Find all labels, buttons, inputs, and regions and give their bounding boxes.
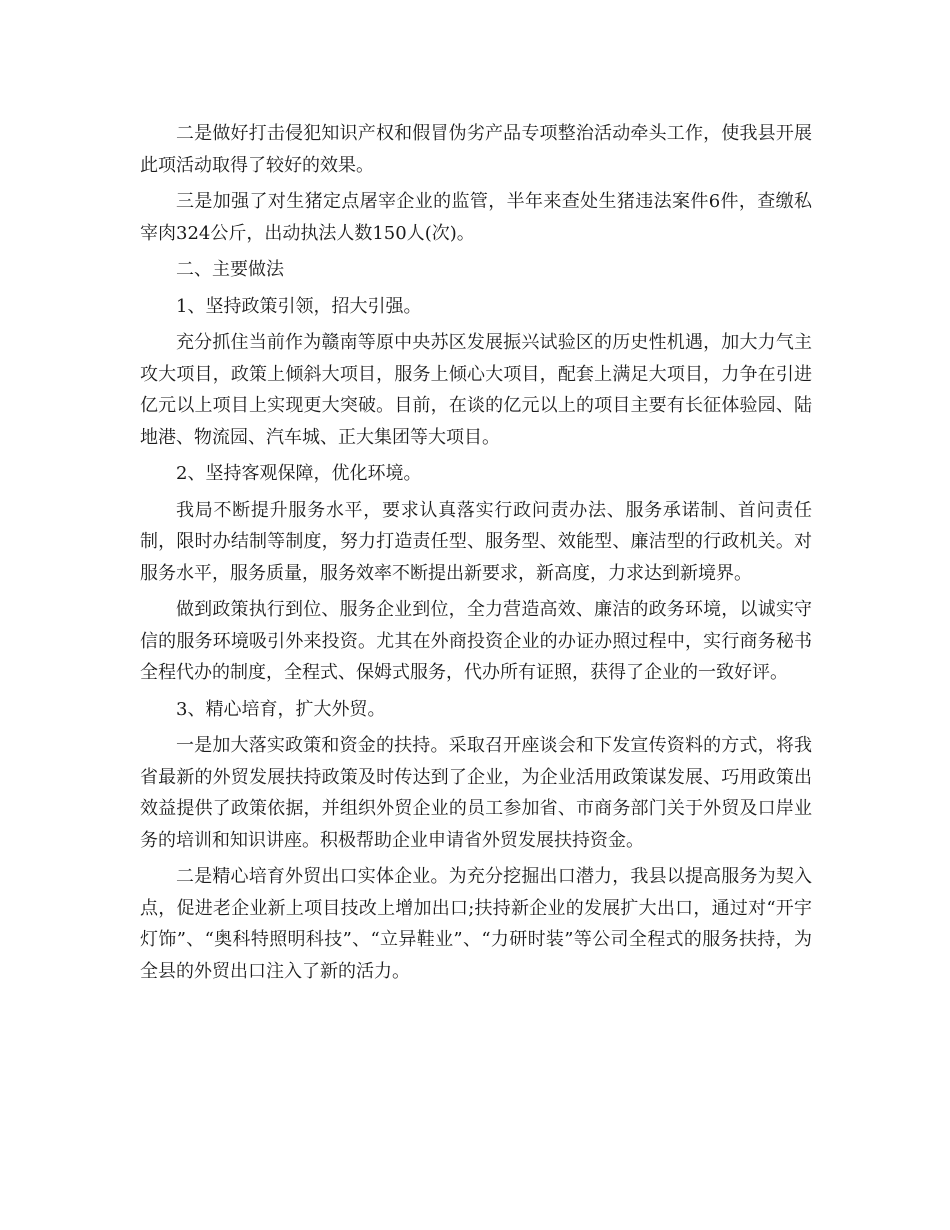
subheading-expand-trade: 3、精心培育，扩大外贸。	[176, 698, 386, 720]
paragraph-4: 我局不断提升服务水平，要求认真落实行政问责办法、服务承诺制、首问责任制，限时办结制等制度，努力打造责任型、服务型、效能型、廉洁型的行政机关。对服务水平，服务质量，服务效率不断提出新要求，新高度，力求达到新境界。	[140, 499, 812, 584]
paragraph-2: 三是加强了对生猪定点屠宰企业的监管，半年来查处生猪违法案件6件，查缴私宰肉324公斤，出动执法人数150人(次)。	[140, 191, 812, 244]
section-heading-main-practices: 二、主要做法	[176, 259, 284, 280]
subheading-optimize-environment: 2、坚持客观保障，优化环境。	[176, 463, 422, 484]
paragraph-1: 二是做好打击侵犯知识产权和假冒伪劣产品专项整治活动牵头工作，使我县开展此项活动取得了较好的效果。	[140, 123, 812, 176]
paragraph-6: 一是加大落实政策和资金的扶持。采取召开座谈会和下发宣传资料的方式，将我省最新的外贸发展扶持政策及时传达到了企业，为企业活用政策谋发展、巧用政策出效益提供了政策依据，并组织外贸企业的员工参加省、市商务部门关于外贸及口岸业务的培训和知识讲座。积极帮助企业申请省外贸发展扶持资金。	[140, 735, 812, 851]
paragraph-3: 充分抓住当前作为赣南等原中央苏区发展振兴试验区的历史性机遇，加大力气主攻大项目，政策上倾斜大项目，服务上倾心大项目，配套上满足大项目，力争在引进亿元以上项目上实现更大突破。目前，在谈的亿元以上的项目主要有长征体验园、陆地港、物流园、汽车城、正大集团等大项目。	[140, 332, 812, 448]
paragraph-5: 做到政策执行到位、服务企业到位，全力营造高效、廉洁的政务环境，以诚实守信的服务环境吸引外来投资。尤其在外商投资企业的办证办照过程中，实行商务秘书全程代办的制度，全程式、保姆式服务，代办所有证照，获得了企业的一致好评。	[140, 599, 812, 683]
document-body	[140, 118, 812, 992]
paragraph-7: 二是精心培育外贸出口实体企业。为充分挖掘出口潜力，我县以提高服务为契入点，促进老企业新上项目技改上增加出口;扶持新企业的发展扩大出口，通过对“开宇灯饰”、“奥科特照明科技”、“立异鞋业”、“力研时装”等公司全程式的服务扶持，为全县的外贸出口注入了新的活力。	[140, 866, 812, 982]
subheading-policy-guidance: 1、坚持政策引领，招大引强。	[176, 295, 422, 317]
